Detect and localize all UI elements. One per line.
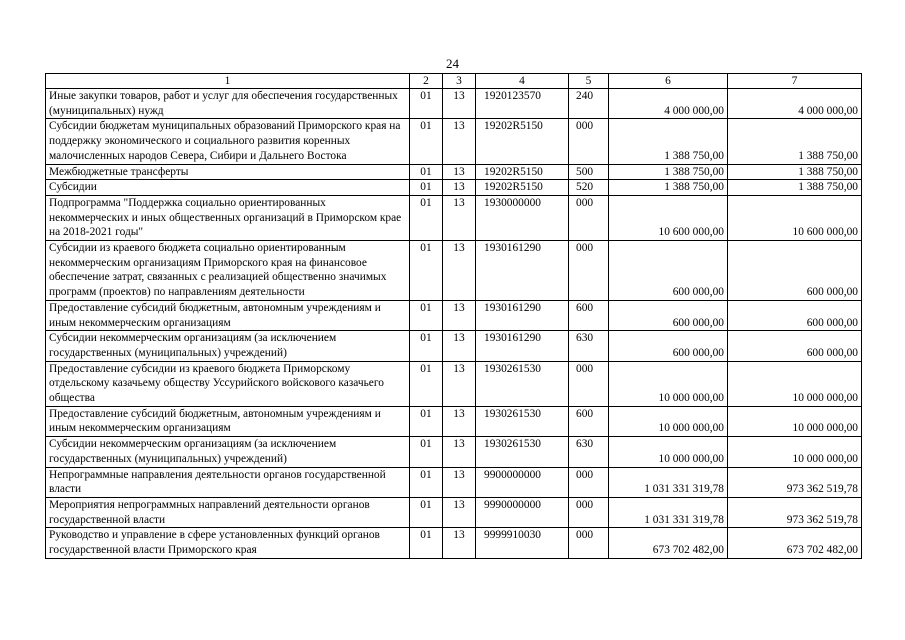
table-row (46, 195, 862, 240)
target-article-cell: 9900000000 (476, 467, 569, 497)
expense-type-cell: 000 (569, 361, 609, 406)
target-article-cell: 1920123570 (476, 89, 569, 119)
amount-year2-cell: 600 000,00 (728, 300, 862, 330)
amount-year1-cell: 600 000,00 (609, 241, 728, 301)
table-row (46, 300, 862, 330)
target-article-cell: 1930261530 (476, 437, 569, 467)
table-row (46, 331, 862, 361)
amount-year1-cell: 1 031 331 319,78 (609, 467, 728, 497)
section-code-cell: 01 (410, 241, 443, 301)
amount-year2-cell: 10 000 000,00 (728, 437, 862, 467)
section-code-cell: 01 (410, 437, 443, 467)
column-header: 1 (46, 74, 410, 89)
amount-year1-cell: 10 000 000,00 (609, 406, 728, 436)
amount-year1-cell: 600 000,00 (609, 331, 728, 361)
amount-year1-cell: 600 000,00 (609, 300, 728, 330)
subsection-code-cell: 13 (443, 497, 476, 527)
row-name-cell: Межбюджетные трансферты (46, 164, 410, 180)
section-code-cell: 01 (410, 331, 443, 361)
amount-year2-cell: 1 388 750,00 (728, 180, 862, 196)
section-code-cell: 01 (410, 528, 443, 558)
expense-type-cell: 600 (569, 300, 609, 330)
table-row (46, 119, 862, 164)
expense-type-cell: 630 (569, 331, 609, 361)
amount-year2-cell: 1 388 750,00 (728, 119, 862, 164)
amount-year2-cell: 1 388 750,00 (728, 164, 862, 180)
expense-type-cell: 000 (569, 241, 609, 301)
row-name-cell: Субсидии бюджетам муниципальных образований Приморского края на поддержку экономического и социального развития коренных малочисленных народов Севера, Сибири и Дальнего Востока (46, 119, 410, 164)
subsection-code-cell: 13 (443, 195, 476, 240)
table-row (46, 528, 862, 558)
expense-type-cell: 000 (569, 467, 609, 497)
table-header-row (46, 74, 862, 89)
table-row (46, 437, 862, 467)
subsection-code-cell: 13 (443, 89, 476, 119)
subsection-code-cell: 13 (443, 300, 476, 330)
table-row (46, 497, 862, 527)
subsection-code-cell: 13 (443, 406, 476, 436)
subsection-code-cell: 13 (443, 528, 476, 558)
table-row (46, 89, 862, 119)
expense-type-cell: 240 (569, 89, 609, 119)
section-code-cell: 01 (410, 406, 443, 436)
subsection-code-cell: 13 (443, 467, 476, 497)
row-name-cell: Мероприятия непрограммных направлений деятельности органов государственной власти (46, 497, 410, 527)
page-number: 24 (446, 56, 459, 71)
subsection-code-cell: 13 (443, 437, 476, 467)
target-article-cell: 1930261530 (476, 361, 569, 406)
amount-year1-cell: 1 388 750,00 (609, 180, 728, 196)
expense-type-cell: 520 (569, 180, 609, 196)
amount-year1-cell: 1 388 750,00 (609, 119, 728, 164)
amount-year2-cell: 973 362 519,78 (728, 467, 862, 497)
section-code-cell: 01 (410, 497, 443, 527)
amount-year2-cell: 10 000 000,00 (728, 361, 862, 406)
row-name-cell: Иные закупки товаров, работ и услуг для обеспечения государственных (муниципальных) нужд (46, 89, 410, 119)
row-name-cell: Субсидии некоммерческим организациям (за исключением государственных (муниципальных) учреждений) (46, 331, 410, 361)
amount-year2-cell: 973 362 519,78 (728, 497, 862, 527)
section-code-cell: 01 (410, 180, 443, 196)
target-article-cell: 1930161290 (476, 331, 569, 361)
amount-year1-cell: 1 388 750,00 (609, 164, 728, 180)
amount-year1-cell: 10 600 000,00 (609, 195, 728, 240)
amount-year2-cell: 4 000 000,00 (728, 89, 862, 119)
row-name-cell: Субсидии некоммерческим организациям (за исключением государственных (муниципальных) учреждений) (46, 437, 410, 467)
subsection-code-cell: 13 (443, 119, 476, 164)
target-article-cell: 1930261530 (476, 406, 569, 436)
target-article-cell: 9990000000 (476, 497, 569, 527)
column-header: 5 (569, 74, 609, 89)
table-row (46, 361, 862, 406)
amount-year1-cell: 673 702 482,00 (609, 528, 728, 558)
column-header: 6 (609, 74, 728, 89)
amount-year1-cell: 1 031 331 319,78 (609, 497, 728, 527)
expense-type-cell: 000 (569, 119, 609, 164)
section-code-cell: 01 (410, 467, 443, 497)
amount-year1-cell: 10 000 000,00 (609, 361, 728, 406)
section-code-cell: 01 (410, 300, 443, 330)
subsection-code-cell: 13 (443, 241, 476, 301)
row-name-cell: Подпрограмма "Поддержка социально ориентированных некоммерческих и иных общественных организаций в Приморском крае на 2018-2021 годы" (46, 195, 410, 240)
section-code-cell: 01 (410, 195, 443, 240)
column-header: 2 (410, 74, 443, 89)
table-row (46, 406, 862, 436)
section-code-cell: 01 (410, 164, 443, 180)
row-name-cell: Предоставление субсидии из краевого бюджета Приморскому отдельскому казачьему обществу Уссурийского войскового казачьего общества (46, 361, 410, 406)
amount-year2-cell: 10 600 000,00 (728, 195, 862, 240)
row-name-cell: Предоставление субсидий бюджетным, автономным учреждениям и иным некоммерческим организациям (46, 406, 410, 436)
target-article-cell: 19202R5150 (476, 119, 569, 164)
section-code-cell: 01 (410, 119, 443, 164)
target-article-cell: 19202R5150 (476, 180, 569, 196)
target-article-cell: 1930161290 (476, 300, 569, 330)
expense-type-cell: 000 (569, 195, 609, 240)
section-code-cell: 01 (410, 89, 443, 119)
amount-year1-cell: 4 000 000,00 (609, 89, 728, 119)
row-name-cell: Субсидии (46, 180, 410, 196)
target-article-cell: 1930161290 (476, 241, 569, 301)
expense-type-cell: 600 (569, 406, 609, 436)
amount-year2-cell: 600 000,00 (728, 331, 862, 361)
subsection-code-cell: 13 (443, 164, 476, 180)
column-header: 3 (443, 74, 476, 89)
table-row (46, 467, 862, 497)
subsection-code-cell: 13 (443, 331, 476, 361)
subsection-code-cell: 13 (443, 361, 476, 406)
row-name-cell: Руководство и управление в сфере установленных функций органов государственной власти Приморского края (46, 528, 410, 558)
section-code-cell: 01 (410, 361, 443, 406)
expense-type-cell: 000 (569, 497, 609, 527)
amount-year2-cell: 10 000 000,00 (728, 406, 862, 436)
target-article-cell: 19202R5150 (476, 164, 569, 180)
expense-type-cell: 000 (569, 528, 609, 558)
table-row (46, 241, 862, 301)
column-header: 4 (476, 74, 569, 89)
amount-year2-cell: 673 702 482,00 (728, 528, 862, 558)
table-row (46, 164, 862, 180)
row-name-cell: Предоставление субсидий бюджетным, автономным учреждениям и иным некоммерческим организациям (46, 300, 410, 330)
column-header: 7 (728, 74, 862, 89)
table-row (46, 180, 862, 196)
row-name-cell: Субсидии из краевого бюджета социально ориентированным некоммерческим организациям Приморского края на финансовое обеспечение затрат, связанных с реализацией общественно значимых программ (проектов) по направлениям деятельности (46, 241, 410, 301)
amount-year2-cell: 600 000,00 (728, 241, 862, 301)
expense-type-cell: 500 (569, 164, 609, 180)
target-article-cell: 1930000000 (476, 195, 569, 240)
target-article-cell: 9999910030 (476, 528, 569, 558)
budget-table (45, 73, 862, 559)
amount-year1-cell: 10 000 000,00 (609, 437, 728, 467)
subsection-code-cell: 13 (443, 180, 476, 196)
expense-type-cell: 630 (569, 437, 609, 467)
row-name-cell: Непрограммные направления деятельности органов государственной власти (46, 467, 410, 497)
